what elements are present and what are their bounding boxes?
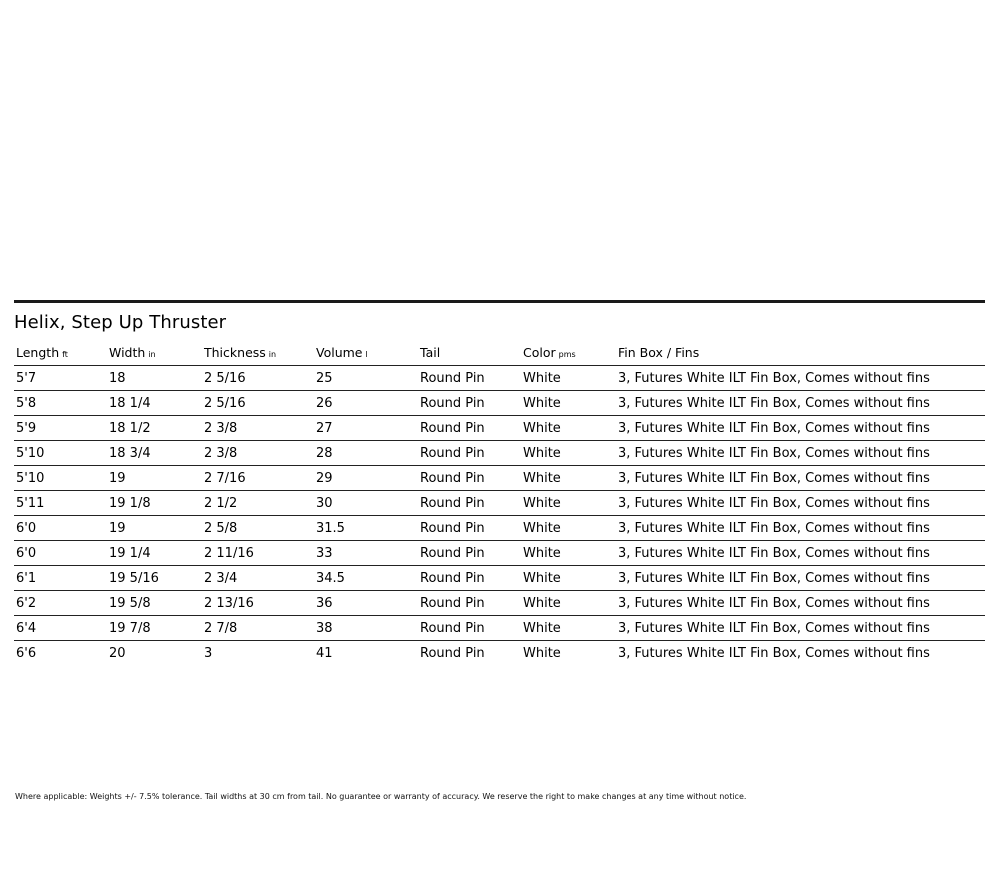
cell-tail: Round Pin <box>418 466 521 491</box>
column-header-volume <box>314 339 418 366</box>
cell-width: 19 1/4 <box>107 541 202 566</box>
cell-tail: Round Pin <box>418 391 521 416</box>
column-header-label: Length <box>16 344 60 360</box>
column-header-color <box>521 339 616 366</box>
cell-thickness: 2 1/2 <box>202 491 314 516</box>
cell-thickness: 2 3/8 <box>202 441 314 466</box>
cell-volume: 41 <box>316 645 333 661</box>
cell-length: 5'7 <box>14 366 107 391</box>
column-header-label: Volume <box>316 344 363 360</box>
cell-width: 18 1/2 <box>107 416 202 441</box>
cell-thickness: 2 3/8 <box>202 416 314 441</box>
cell-length: 6'1 <box>14 566 107 591</box>
column-header-tail <box>418 339 521 366</box>
cell-color: White <box>521 466 616 491</box>
cell-width: 18 3/4 <box>107 441 202 466</box>
cell-color: White <box>521 391 616 416</box>
cell-color: White <box>521 366 616 391</box>
cell-thickness: 2 7/16 <box>202 466 314 491</box>
table-row <box>14 566 985 591</box>
cell-thickness: 2 5/8 <box>202 516 314 541</box>
cell-length: 5'8 <box>14 391 107 416</box>
cell-fin-box: 3, Futures White ILT Fin Box, Comes without fins <box>616 541 985 566</box>
cell-fin-box: 3, Futures White ILT Fin Box, Comes without fins <box>616 391 985 416</box>
cell-length: 5'11 <box>14 491 107 516</box>
cell-tail: Round Pin <box>418 516 521 541</box>
cell-fin-box: 3, Futures White ILT Fin Box, Comes without fins <box>616 416 985 441</box>
cell-volume: 30 <box>314 491 418 516</box>
cell-tail: Round Pin <box>418 616 521 641</box>
table-row <box>14 466 985 491</box>
column-header-fin-box <box>616 339 985 366</box>
cell-color: White <box>521 591 616 616</box>
column-header-label: Thickness <box>204 344 266 360</box>
column-unit: in <box>268 349 277 359</box>
cell-length: 6'0 <box>14 516 107 541</box>
cell-thickness: 2 11/16 <box>202 541 314 566</box>
column-unit: in <box>148 349 156 359</box>
cell-color: White <box>521 541 616 566</box>
cell-volume: 27 <box>314 416 418 441</box>
cell-volume: 29 <box>314 466 418 491</box>
top-divider <box>14 300 985 303</box>
cell-length: 5'10 <box>14 441 107 466</box>
cell-volume: 33 <box>314 541 418 566</box>
cell-width: 18 1/4 <box>107 391 202 416</box>
table-row <box>14 516 985 541</box>
cell-tail: Round Pin <box>418 591 521 616</box>
table-row <box>14 616 985 641</box>
column-unit: l <box>365 349 368 359</box>
cell-fin-box: 3, Futures White ILT Fin Box, Comes without fins <box>616 366 985 391</box>
cell-length: 5'9 <box>14 416 107 441</box>
spec-table <box>14 339 985 665</box>
cell-tail: Round Pin <box>418 416 521 441</box>
cell-volume: 38 <box>314 616 418 641</box>
cell-tail: Round Pin <box>420 645 485 661</box>
cell-thickness: 2 5/16 <box>202 391 314 416</box>
column-header-label: Color <box>523 344 556 360</box>
cell-thickness: 2 13/16 <box>202 591 314 616</box>
column-header-label: Width <box>109 344 146 360</box>
cell-fin-box: 3, Futures White ILT Fin Box, Comes without fins <box>616 566 985 591</box>
table-row <box>14 541 985 566</box>
cell-width: 19 7/8 <box>107 616 202 641</box>
cell-volume: 25 <box>314 366 418 391</box>
cell-thickness: 2 7/8 <box>202 616 314 641</box>
table-row <box>14 391 985 416</box>
cell-tail: Round Pin <box>418 441 521 466</box>
cell-tail: Round Pin <box>418 366 521 391</box>
cell-fin-box: 3, Futures White ILT Fin Box, Comes without fins <box>616 591 985 616</box>
cell-length: 5'10 <box>14 466 107 491</box>
cell-length: 6'0 <box>14 541 107 566</box>
table-row <box>14 591 985 616</box>
table-header <box>14 339 985 366</box>
cell-length: 6'4 <box>14 616 107 641</box>
cell-tail: Round Pin <box>418 491 521 516</box>
cell-color: White <box>521 616 616 641</box>
cell-length: 6'2 <box>14 591 107 616</box>
cell-width: 19 5/8 <box>107 591 202 616</box>
table-row <box>14 491 985 516</box>
cell-volume: 28 <box>314 441 418 466</box>
column-header-label: Tail <box>420 344 441 360</box>
cell-color: White <box>521 516 616 541</box>
cell-width: 19 <box>107 466 202 491</box>
table-row <box>14 441 985 466</box>
cell-width: 19 5/16 <box>107 566 202 591</box>
cell-volume: 26 <box>314 391 418 416</box>
cell-fin-box: 3, Futures White ILT Fin Box, Comes without fins <box>618 645 930 661</box>
cell-fin-box: 3, Futures White ILT Fin Box, Comes without fins <box>616 441 985 466</box>
cell-fin-box: 3, Futures White ILT Fin Box, Comes without fins <box>616 491 985 516</box>
header-row <box>14 339 985 366</box>
column-header-width <box>107 339 202 366</box>
cell-volume: 36 <box>314 591 418 616</box>
cell-thickness: 3 <box>204 645 213 661</box>
cell-width: 19 <box>107 516 202 541</box>
cell-width: 20 <box>109 645 126 661</box>
cell-color: White <box>521 441 616 466</box>
table-body <box>14 366 985 666</box>
cell-tail: Round Pin <box>418 566 521 591</box>
cell-thickness: 2 3/4 <box>202 566 314 591</box>
column-unit: pms <box>558 349 576 359</box>
column-header-label: Fin Box / Fins <box>618 344 700 360</box>
cell-length: 6'6 <box>16 645 37 661</box>
cell-color: White <box>521 566 616 591</box>
disclaimer-footnote: Where applicable: Weights +/- 7.5% tolerance. Tail widths at 30 cm from tail. No guarantee or warranty of accuracy. We reserve the right to make changes at any time without notice. <box>15 792 747 801</box>
cell-volume: 34.5 <box>314 566 418 591</box>
column-header-thickness <box>202 339 314 366</box>
cell-fin-box: 3, Futures White ILT Fin Box, Comes without fins <box>616 466 985 491</box>
cell-fin-box: 3, Futures White ILT Fin Box, Comes without fins <box>616 616 985 641</box>
table-row <box>14 416 985 441</box>
cell-tail: Round Pin <box>418 541 521 566</box>
cell-thickness: 2 5/16 <box>202 366 314 391</box>
spec-sheet <box>14 300 985 665</box>
cell-color: White <box>521 491 616 516</box>
cell-width: 18 <box>107 366 202 391</box>
page-title: Helix, Step Up Thruster <box>14 312 227 333</box>
cell-fin-box: 3, Futures White ILT Fin Box, Comes without fins <box>616 516 985 541</box>
table-row <box>14 641 985 666</box>
cell-color: White <box>523 645 561 661</box>
table-row <box>14 366 985 391</box>
cell-width: 19 1/8 <box>107 491 202 516</box>
column-header-length <box>14 339 107 366</box>
cell-color: White <box>521 416 616 441</box>
cell-volume: 31.5 <box>314 516 418 541</box>
column-unit: ft <box>62 349 68 359</box>
